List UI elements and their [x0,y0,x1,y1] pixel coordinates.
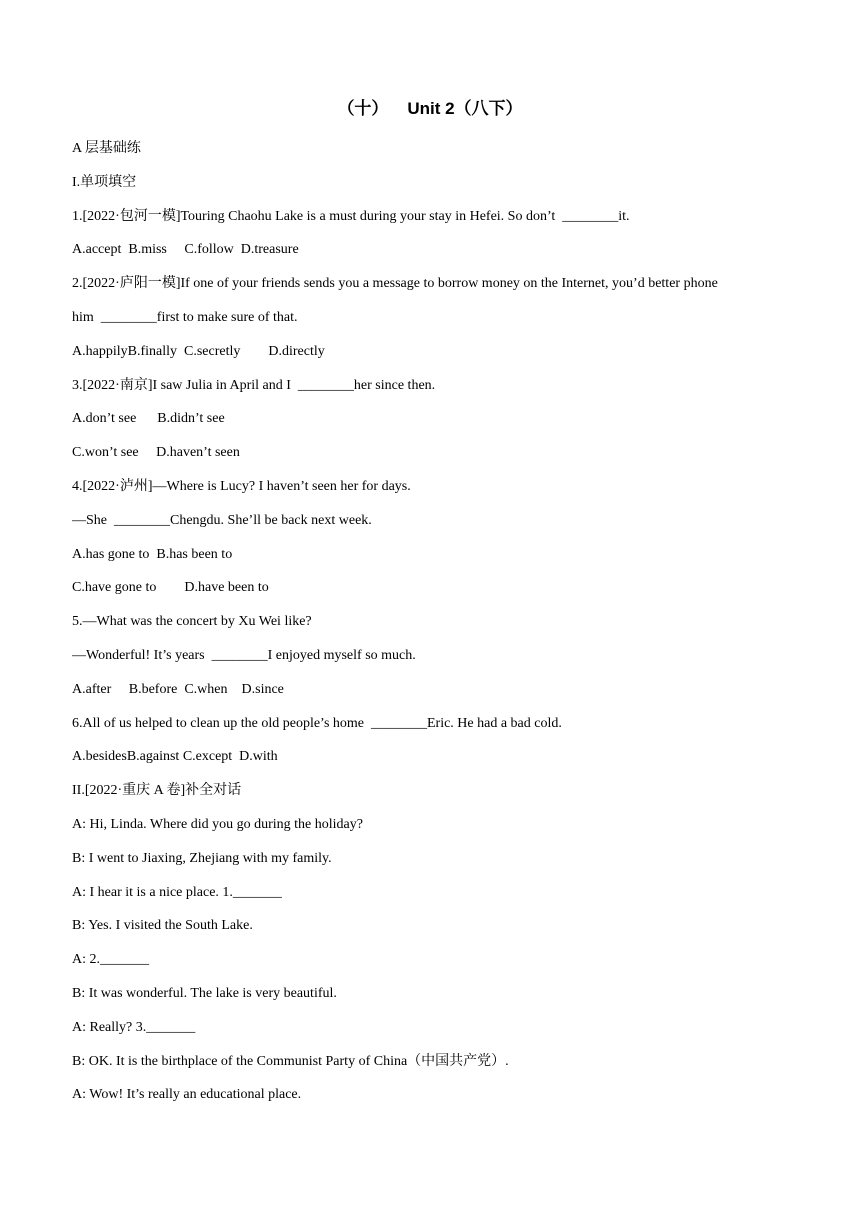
question-1-options: A.accept B.miss C.follow D.treasure [72,242,299,258]
question-3: 3.[2022·南京]I saw Julia in April and I ________her since then. [72,377,436,393]
question-5-options: A.after B.before C.when D.since [72,681,284,697]
question-6: 6.All of us helped to clean up the old people’s home ________Eric. He had a bad cold. [72,715,562,731]
dialogue-line: B: Yes. I visited the South Lake. [72,918,253,934]
question-5-continued: —Wonderful! It’s years ________I enjoyed myself so much. [72,647,416,663]
dialogue-line: B: I went to Jiaxing, Zhejiang with my family. [72,850,332,866]
dialogue-line: A: Hi, Linda. Where did you go during the holiday? [72,816,363,832]
page-title: （十） Unit 2（八下） [337,99,523,118]
question-4-options-a-b: A.has gone to B.has been to [72,546,233,562]
dialogue-line: B: OK. It is the birthplace of the Communist Party of China（中国共产党）. [72,1053,509,1069]
dialogue-line: B: It was wonderful. The lake is very beautiful. [72,985,337,1001]
section-heading-dialogue: II.[2022·重庆 A 卷]补全对话 [72,783,242,799]
document-body [72,136,792,1116]
question-2: 2.[2022·庐阳一模]If one of your friends sends you a message to borrow money on the Internet, you’d better phone [72,276,718,292]
question-4-continued: —She ________Chengdu. She’ll be back next week. [72,512,372,528]
question-6-options: A.besidesB.against C.except D.with [72,749,278,765]
question-2-continued: him ________first to make sure of that. [72,309,298,325]
section-heading-a: A 层基础练 [72,141,141,156]
dialogue-line: A: I hear it is a nice place. 1._______ [72,884,282,900]
dialogue-line: A: 2._______ [72,952,149,968]
question-4: 4.[2022·泸州]—Where is Lucy? I haven’t seen her for days. [72,478,411,494]
question-3-options-a-b: A.don’t see B.didn’t see [72,411,225,427]
question-2-options: A.happilyB.finally C.secretly D.directly [72,343,325,359]
dialogue-line: A: Really? 3._______ [72,1019,196,1035]
question-4-options-c-d: C.have gone to D.have been to [72,580,269,596]
dialogue-line: A: Wow! It’s really an educational place. [72,1087,302,1103]
question-1: 1.[2022·包河一模]Touring Chaohu Lake is a must during your stay in Hefei. So don’t ________it. [72,208,630,224]
section-heading-single-choice: I.单项填空 [72,174,137,190]
question-3-options-c-d: C.won’t see D.haven’t seen [72,445,240,461]
question-5: 5.—What was the concert by Xu Wei like? [72,614,312,630]
